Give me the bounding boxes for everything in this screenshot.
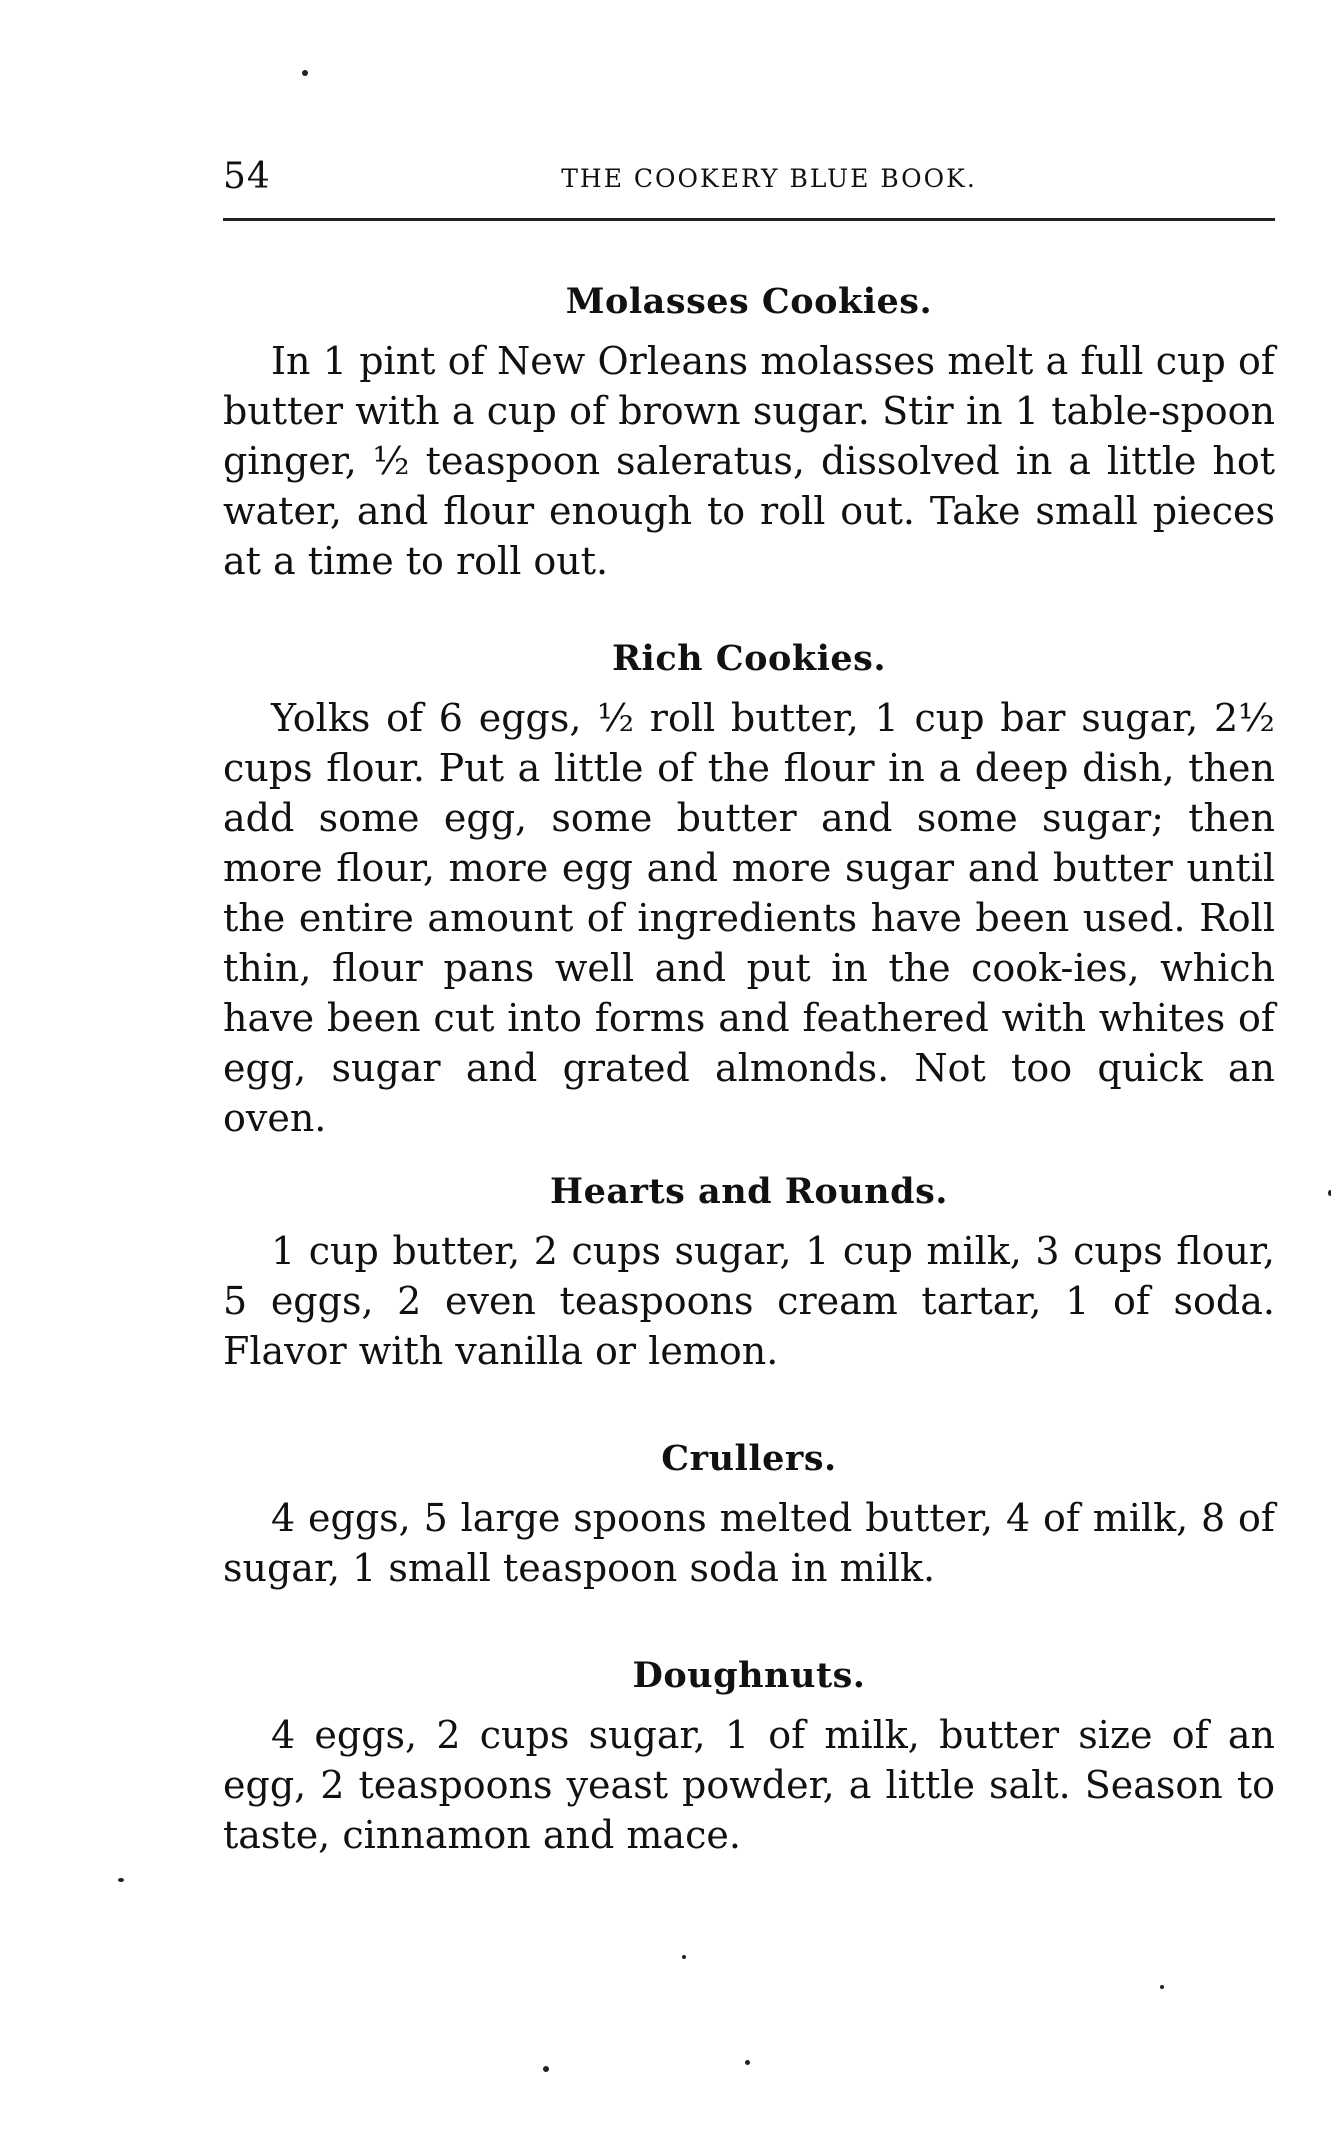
recipe-title: Crullers. bbox=[661, 1438, 837, 1479]
recipe-text: 1 cup butter, 2 cups sugar, 1 cup milk, 3 cups flour, 5 eggs, 2 even teaspoons cream tartar, 1 of soda. Flavor with vanilla or lemon. bbox=[223, 1229, 1275, 1373]
running-head bbox=[223, 150, 1275, 210]
recipe-title: Doughnuts. bbox=[632, 1655, 866, 1696]
scan-speck bbox=[543, 2066, 549, 2072]
scan-speck bbox=[682, 1955, 686, 1959]
recipe-rich-cookies bbox=[223, 638, 1275, 1143]
recipe-doughnuts bbox=[223, 1655, 1275, 1860]
scan-speck bbox=[118, 1878, 124, 1882]
header-rule bbox=[223, 218, 1275, 221]
book-page bbox=[223, 150, 1275, 1860]
recipe-text: 4 eggs, 5 large spoons melted butter, 4 of milk, 8 of sugar, 1 small teaspoon soda in milk. bbox=[223, 1496, 1275, 1590]
recipe-crullers bbox=[223, 1438, 1275, 1593]
recipe-text: Yolks of 6 eggs, ½ roll butter, 1 cup bar sugar, 2½ cups flour. Put a little of the flour in a deep dish, then add some egg, some butter and some sugar; then more flour, more egg and more sugar and butter until the entire amount of ingredients have been used. Roll thin, flour pans well and put in the cook-ies, which have been cut into forms and feathered with whites of egg, sugar and grated almonds. Not too quick an oven. bbox=[223, 696, 1275, 1140]
scan-speck bbox=[1160, 1985, 1164, 1989]
recipe-text: In 1 pint of New Orleans molasses melt a full cup of butter with a cup of brown sugar. Stir in 1 table-spoon ginger, ½ teaspoon saleratus, dissolved in a little hot water, and flour enough to roll out. Take small pieces at a time to roll out. bbox=[223, 339, 1275, 583]
recipe-hearts-and-rounds bbox=[223, 1171, 1275, 1376]
recipe-molasses-cookies bbox=[223, 281, 1275, 586]
running-title: THE COOKERY BLUE BOOK. bbox=[561, 164, 977, 193]
recipe-title: Rich Cookies. bbox=[611, 638, 887, 679]
page-number: 54 bbox=[223, 156, 271, 197]
recipe-title: Molasses Cookies. bbox=[565, 281, 933, 322]
scan-speck bbox=[745, 2060, 750, 2065]
recipe-title: Hearts and Rounds. bbox=[550, 1171, 948, 1212]
recipe-text: 4 eggs, 2 cups sugar, 1 of milk, butter size of an egg, 2 teaspoons yeast powder, a little salt. Season to taste, cinnamon and mace. bbox=[223, 1713, 1275, 1857]
scan-speck bbox=[302, 70, 308, 76]
